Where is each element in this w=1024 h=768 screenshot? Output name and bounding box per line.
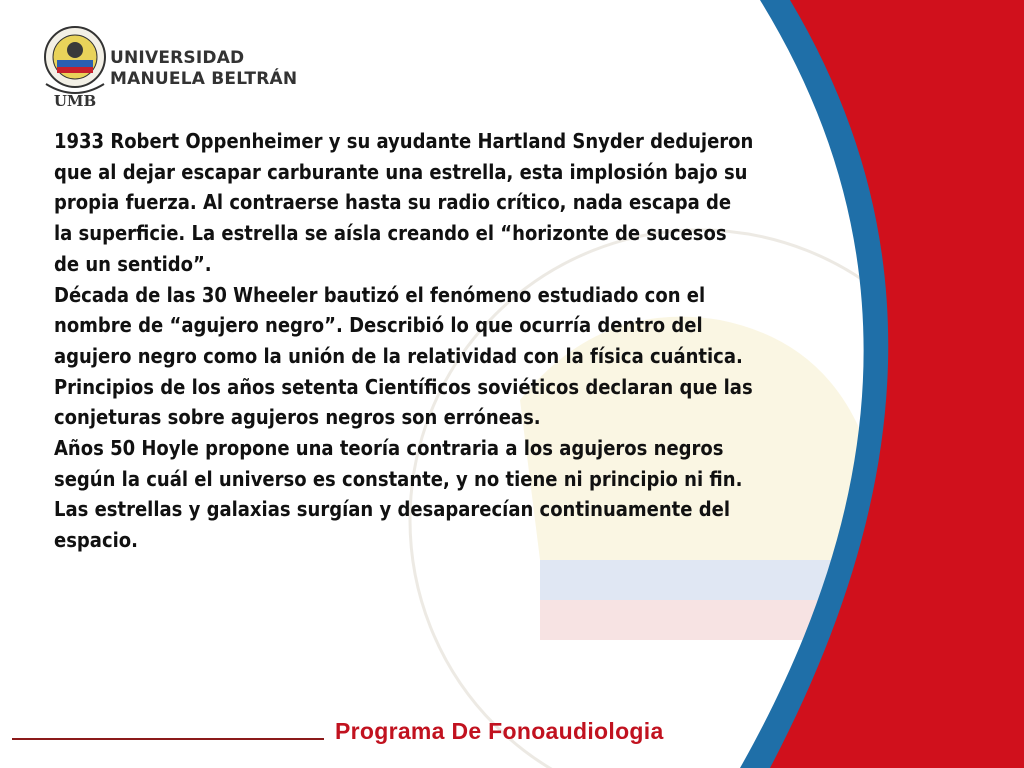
university-name — [110, 48, 297, 90]
paragraph-anos-setenta: Principios de los años setenta Científicos soviéticos declaran que las conjeturas sobre agujeros negros son erróneas. — [54, 374, 753, 430]
logo-text: UMB — [53, 92, 97, 110]
university-line-2: MANUELA BELTRÁN — [110, 69, 298, 89]
paragraph-decada-30: Década de las 30 Wheeler bautizó el fenómeno estudiado con el nombre de “agujero negro”. Describió lo que ocurría dentro del agujero negro como la unión de la relatividad con la física cuántica. — [54, 282, 743, 368]
paragraph-anos-50: Años 50 Hoyle propone una teoría contraria a los agujeros negros según la cuál el universo es constante, y no tiene ni principio ni fin. Las estrellas y galaxias surgían y desaparecían continuamente del espacio. — [54, 436, 743, 553]
university-logo — [40, 22, 110, 110]
program-title: Programa De Fonoaudiologia — [335, 718, 664, 744]
footer-divider — [12, 738, 324, 740]
main-text — [54, 126, 754, 556]
paragraph-1933: 1933 Robert Oppenheimer y su ayudante Hartland Snyder dedujeron que al dejar escapar carburante una estrella, esta implosión bajo su propia fuerza. Al contraerse hasta su radio crítico, nada escapa de la superficie. La estrella se aísla creando el “horizonte de sucesos de un sentido”. — [54, 129, 754, 276]
university-line-1: UNIVERSIDAD — [110, 48, 245, 68]
